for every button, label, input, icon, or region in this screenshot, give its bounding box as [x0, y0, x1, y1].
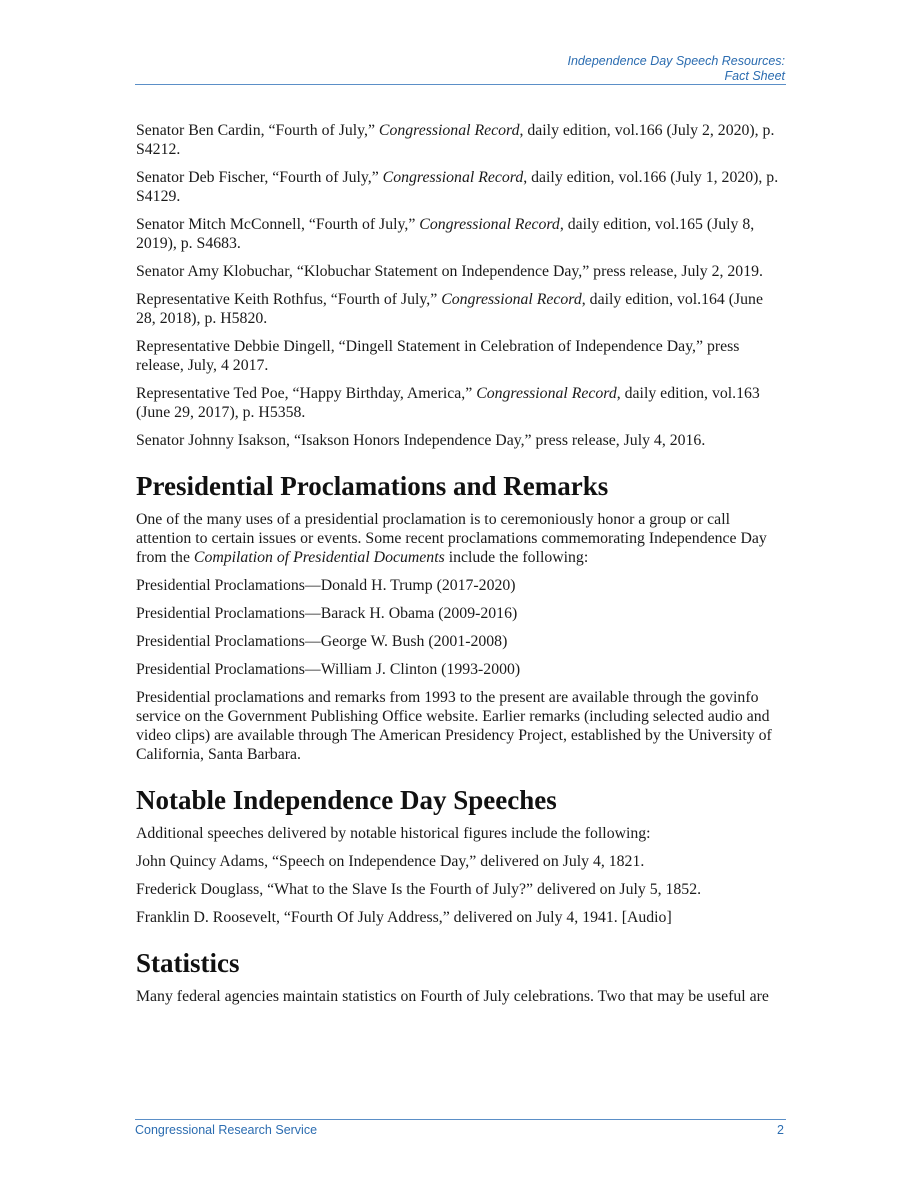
section-heading-speeches: Notable Independence Day Speeches [136, 785, 557, 815]
statement-item: Representative Keith Rothfus, “Fourth of July,” Congressional Record, daily edition, vol.164 (June 28, 2018), p. H5820. [136, 291, 763, 327]
statements-list [136, 121, 786, 450]
proclamation-link-clinton[interactable]: Presidential Proclamations—William J. Clinton (1993-2000) [136, 661, 521, 678]
statistics-intro: Many federal agencies maintain statistics on Fourth of July celebrations. Two that may be useful are [136, 988, 769, 1005]
proclamation-link-trump[interactable]: Presidential Proclamations—Donald H. Trump (2017-2020) [136, 577, 516, 594]
speeches-intro: Additional speeches delivered by notable historical figures include the following: [136, 825, 651, 842]
speech-item-douglass[interactable]: Frederick Douglass, “What to the Slave Is the Fourth of July?” delivered on July 5, 1852. [136, 881, 702, 898]
statement-item: Senator Ben Cardin, “Fourth of July,” Congressional Record, daily edition, vol.166 (July 2, 2020), p. S4212. [136, 122, 775, 158]
page-content [136, 121, 786, 1015]
statement-item: Senator Mitch McConnell, “Fourth of July,” Congressional Record, daily edition, vol.165 (July 8, 2019), p. S4683. [136, 216, 755, 252]
section-heading-statistics: Statistics [136, 948, 240, 978]
footer-divider [135, 1119, 786, 1120]
section-heading-proclamations: Presidential Proclamations and Remarks [136, 471, 609, 501]
header-divider [135, 84, 786, 85]
running-header [135, 54, 785, 84]
proclamations-closing: Presidential proclamations and remarks from 1993 to the present are available through the govinfo service on the Government Publishing Office website. Earlier remarks (including selected audio and video clips) are available through The American Presidency Project, established by the University of California, Santa Barbara. [136, 689, 772, 763]
header-title: Independence Day Speech Resources: [567, 54, 785, 68]
speech-item-roosevelt[interactable]: Franklin D. Roosevelt, “Fourth Of July Address,” delivered on July 4, 1941. [Audio] [136, 909, 672, 926]
statement-item: Senator Johnny Isakson, “Isakson Honors Independence Day,” press release, July 4, 2016. [136, 432, 706, 449]
footer-org: Congressional Research Service [135, 1123, 318, 1137]
header-subtitle: Fact Sheet [724, 69, 785, 83]
statement-item: Senator Deb Fischer, “Fourth of July,” Congressional Record, daily edition, vol.166 (July 1, 2020), p. S4129. [136, 169, 779, 205]
statement-item: Representative Debbie Dingell, “Dingell Statement in Celebration of Independence Day,” press release, July, 4 2017. [136, 338, 740, 374]
proclamation-link-bush[interactable]: Presidential Proclamations—George W. Bush (2001-2008) [136, 633, 508, 650]
page-number: 2 [777, 1123, 784, 1137]
proclamations-intro: One of the many uses of a presidential proclamation is to ceremoniously honor a group or call attention to certain issues or events. Some recent proclamations commemorating Independence Day from the Compilation of Presidential Documents include the following: [136, 511, 767, 566]
speech-item-adams[interactable]: John Quincy Adams, “Speech on Independence Day,” delivered on July 4, 1821. [136, 853, 645, 870]
statement-item: Representative Ted Poe, “Happy Birthday, America,” Congressional Record, daily edition, vol.163 (June 29, 2017), p. H5358. [136, 385, 760, 421]
proclamation-link-obama[interactable]: Presidential Proclamations—Barack H. Obama (2009-2016) [136, 605, 518, 622]
statement-item: Senator Amy Klobuchar, “Klobuchar Statement on Independence Day,” press release, July 2, 2019. [136, 263, 763, 280]
